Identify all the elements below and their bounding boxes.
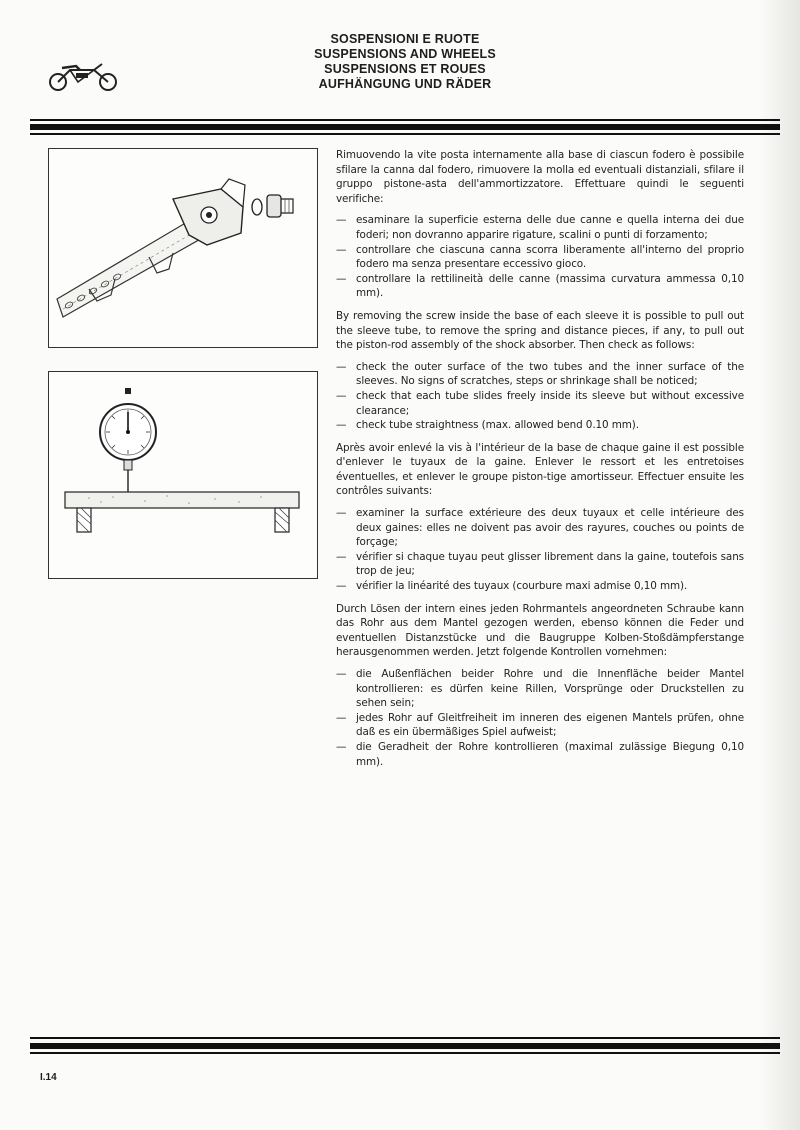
english-checklist xyxy=(336,360,744,433)
fork-sleeve-illustration xyxy=(49,149,317,347)
motorcycle-icon xyxy=(44,62,122,92)
figure-fork-sleeve xyxy=(48,148,318,348)
instructions-text xyxy=(336,148,744,777)
italian-item: — esaminare la superficie esterna delle due canne e quella interna dei due foderi; non dovranno apparire rigature, scalini o punti di forzamento; xyxy=(336,213,744,242)
german-intro: Durch Lösen der intern eines jeden Rohrmantels angeordneten Schraube kann das Rohr aus dem Mantel gezogen werden, ebenso können die Feder und eventuellen Distanzstücke und die Baugruppe Kolben-Stoßdämpferstange herausgenommen werden. Jetzt folgende Kontrollen vornehmen: xyxy=(336,602,744,659)
title-french: SUSPENSIONS ET ROUES xyxy=(324,62,486,76)
italian-intro: Rimuovendo la vite posta internamente alla base di ciascun fodero è possibile sfilare la canna dal fodero, rimuovere la molla ed eventuali distanziali, sfilare il gruppo pistone-asta dell'ammortizzatore. Effettuare quindi le seguenti verifiche: xyxy=(336,149,744,205)
german-item: — jedes Rohr auf Gleitfreiheit im inneren des eigenen Mantels prüfen, ohne daß es ein übermäßiges Spiel aufweist; xyxy=(336,711,744,740)
bottom-rule-thick xyxy=(30,1043,780,1049)
title-italian: SOSPENSIONI E RUOTE xyxy=(330,32,480,46)
title-english: SUSPENSIONS AND WHEELS xyxy=(314,47,496,61)
german-checklist xyxy=(336,667,744,769)
english-item: — check tube straightness (max. allowed bend 0.10 mm). xyxy=(336,418,744,433)
scan-edge-shading xyxy=(760,0,800,1130)
bottom-rule-bottom xyxy=(30,1052,780,1054)
title-german: AUFHÄNGUNG UND RÄDER xyxy=(318,77,492,91)
top-rule-bottom xyxy=(30,133,780,135)
top-rule-thick xyxy=(30,124,780,130)
english-item: — check the outer surface of the two tubes and the inner surface of the sleeves. No signs of scratches, steps or shrinkage shall be noticed; xyxy=(336,360,744,389)
bottom-rule-thin xyxy=(30,1037,780,1039)
top-rule-thin xyxy=(30,119,780,121)
french-checklist xyxy=(336,506,744,594)
german-item: — die Geradheit der Rohre kontrollieren (maximal zulässige Biegung 0,10 mm). xyxy=(336,740,744,769)
dial-gauge-illustration xyxy=(49,372,317,578)
italian-checklist xyxy=(336,213,744,301)
page-number: I.14 xyxy=(40,1072,57,1083)
page-header xyxy=(250,32,560,92)
italian-item: — controllare la rettilineità delle canne (massima curvatura ammessa 0,10 mm). xyxy=(336,272,744,301)
italian-item: — controllare che ciascuna canna scorra liberamente all'interno del proprio fodero ma senza presentare eccessivo gioco. xyxy=(336,243,744,272)
english-intro: By removing the screw inside the base of each sleeve it is possible to pull out the sleeve tube, to remove the spring and distance pieces, if any, to pull out the piston-rod assembly of the shock absorber. Then check as follows: xyxy=(336,309,744,352)
french-intro: Après avoir enlevé la vis à l'intérieur de la base de chaque gaine il est possible d'enlever le tuyaux de la gaine. Enlever le ressort et les entretoises éventuelles, et enlever le groupe piston-tige amortisseur. Effectuer ensuite les contrôles suivants: xyxy=(336,441,744,498)
french-item: — vérifier si chaque tuyau peut glisser librement dans la gaine, toutefois sans trop de jeu; xyxy=(336,550,744,579)
figure-dial-gauge xyxy=(48,371,318,579)
french-item: — vérifier la linéarité des tuyaux (courbure maxi admise 0,10 mm). xyxy=(336,579,744,594)
german-item: — die Außenflächen beider Rohre und die Innenfläche beider Mantel kontrollieren: es dürfen keine Rillen, Vorsprünge oder Druckstellen zu sehen sein; xyxy=(336,667,744,711)
french-item: — examiner la surface extérieure des deux tuyaux et celle intérieure des deux gaines: elles ne doivent pas avoir des rayures, couches ou points de forçage; xyxy=(336,506,744,550)
english-item: — check that each tube slides freely inside its sleeve but without excessive clearance; xyxy=(336,389,744,418)
